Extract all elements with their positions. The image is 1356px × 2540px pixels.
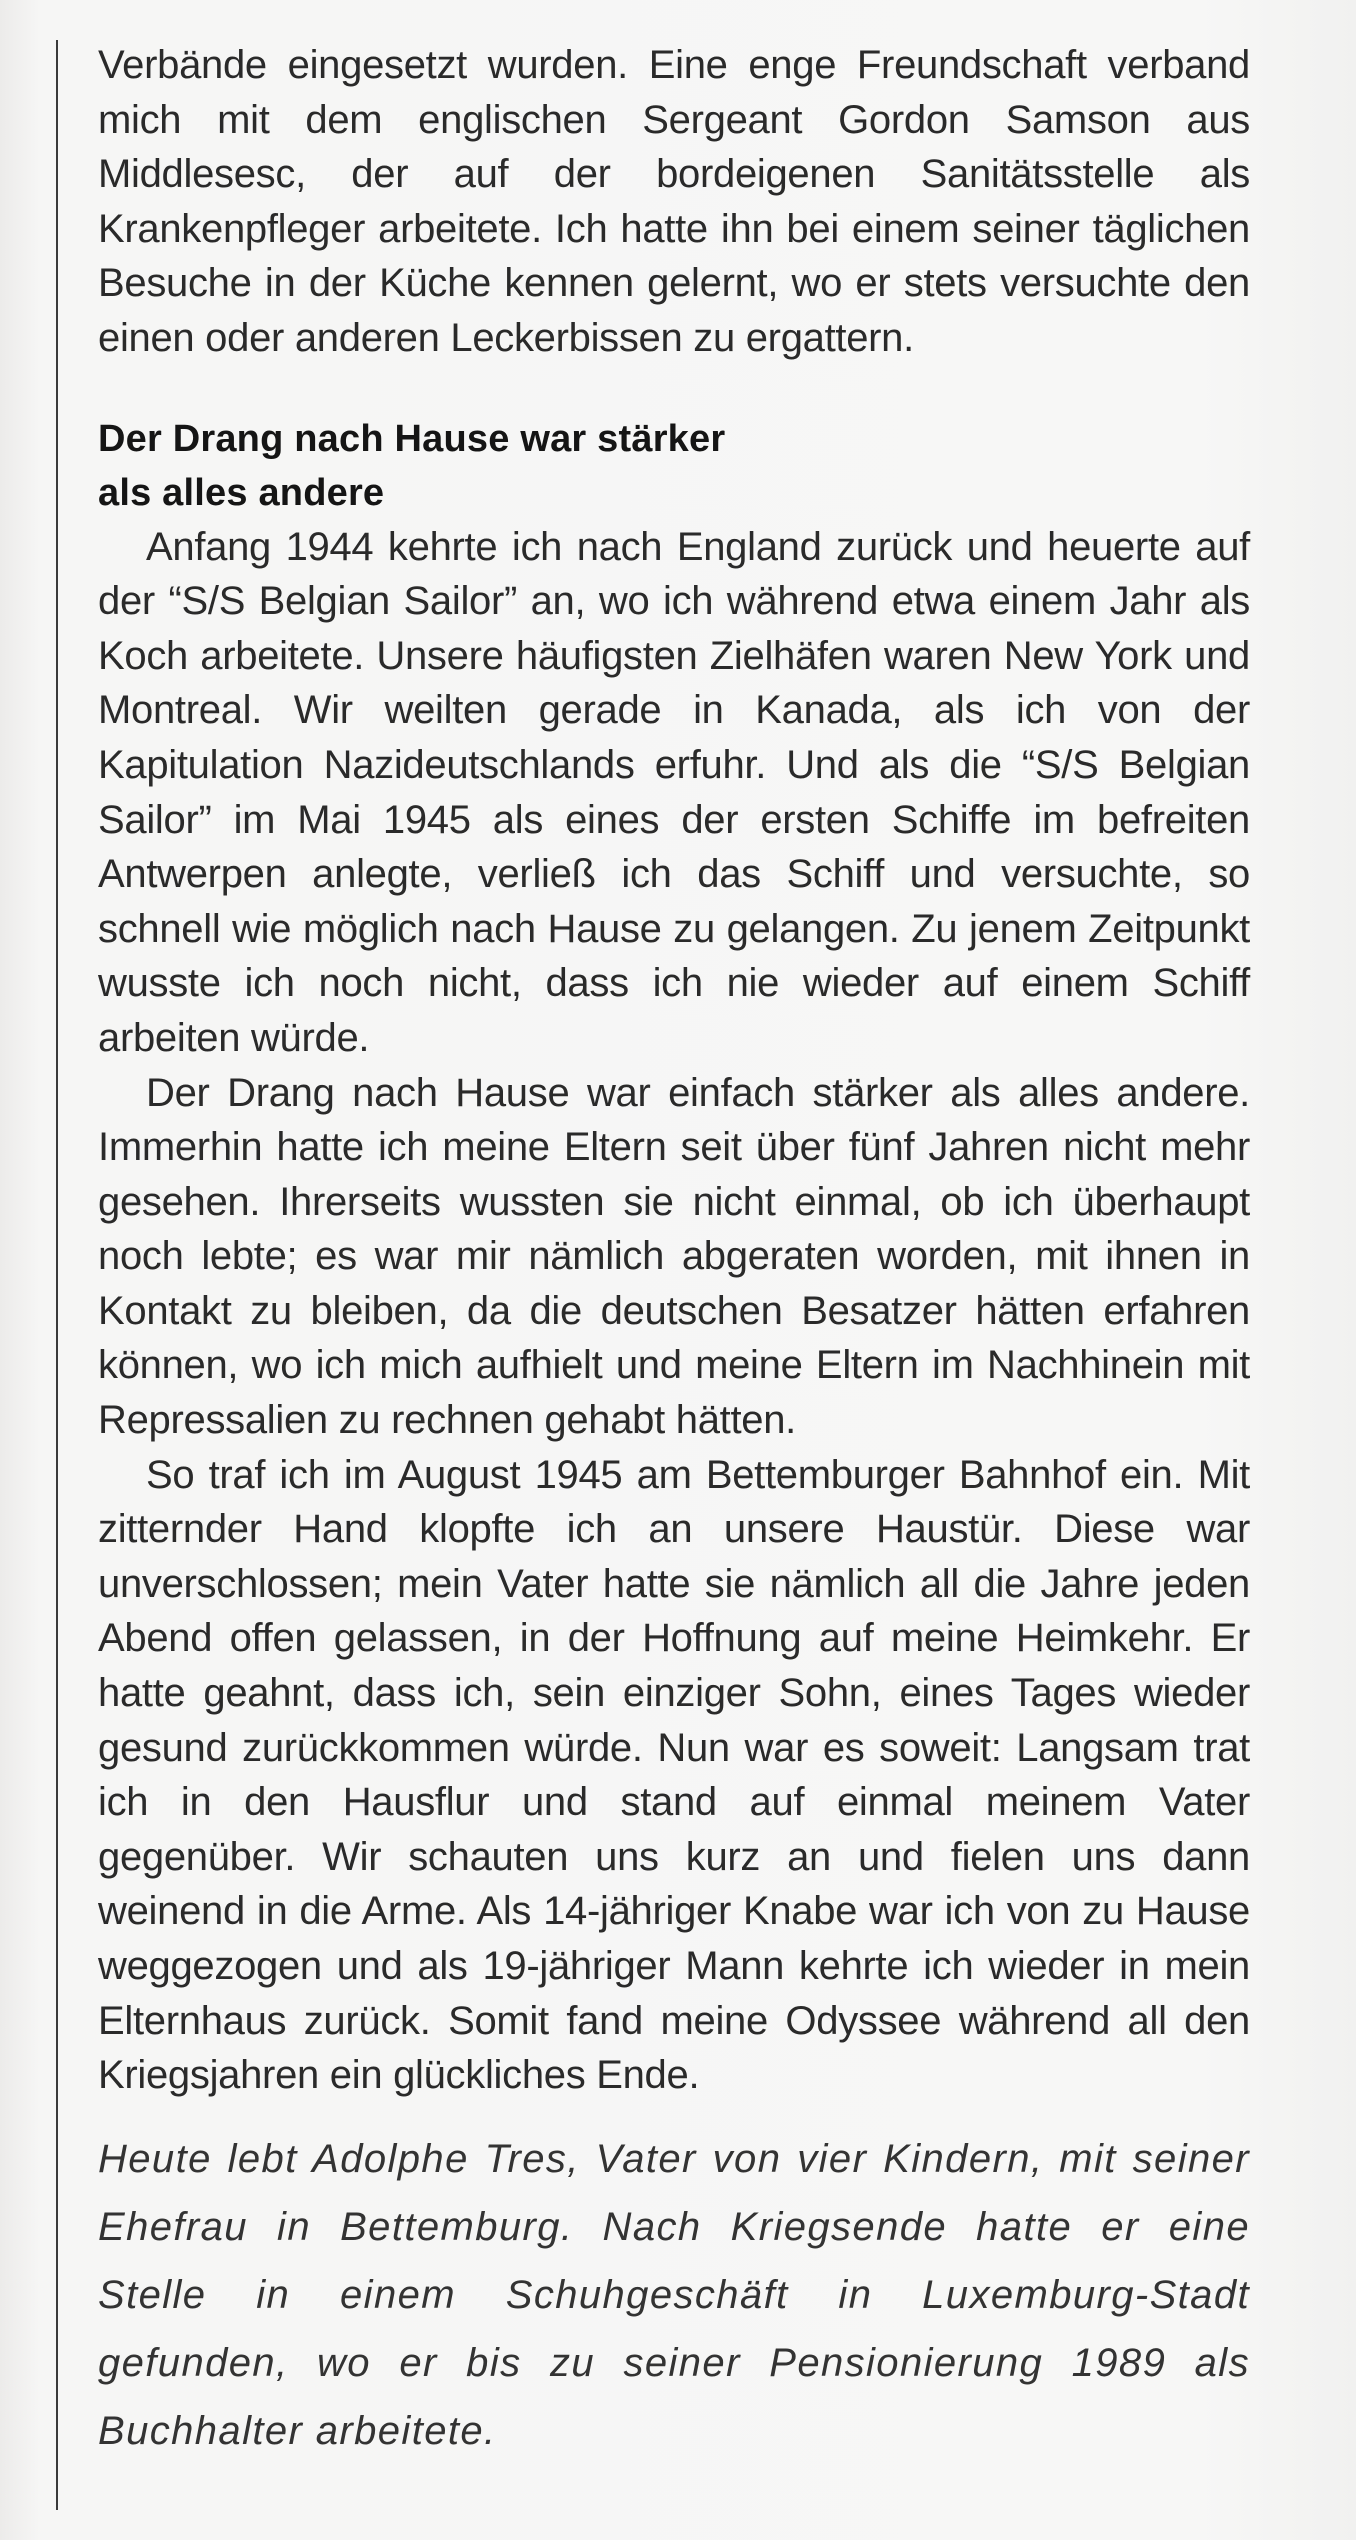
- intro-paragraph: Verbände eingesetzt wurden. Eine enge Freundschaft verband mich mit dem englischen Sergeant Gordon Samson aus Middlesesc, der auf der bordeigenen Sanitätsstelle als Krankenpfleger arbeitete. Ich hatte ihn bei einem seiner täglichen Besuche in der Küche kennen gelernt, wo er stets versuchte den einen oder anderen Leckerbissen zu ergattern.: [98, 43, 1250, 360]
- body-paragraph-1: Anfang 1944 kehrte ich nach England zurück und heuerte auf der “S/S Belgian Sailor” an, wo ich während etwa einem Jahr als Koch arbeitete. Unsere häufigsten Zielhäfen waren New York und Montreal. Wir weilten gerade in Kanada, als ich von der Kapitulation Nazideutschlands erfuhr. Und als die “S/S Belgian Sailor” im Mai 1945 als eines der ersten Schiffe im befreiten Antwerpen anlegte, verließ ich das Schiff und versuchte, so schnell wie möglich nach Hause zu gelangen. Zu jenem Zeitpunkt wusste ich noch nicht, dass ich nie wieder auf einem Schiff arbeiten würde.: [98, 524, 1250, 1060]
- section-heading-line1: Der Drang nach Hause war stärker: [98, 417, 726, 460]
- article-body: [98, 38, 1250, 2465]
- epilogue-paragraph: Heute lebt Adolphe Tres, Vater von vier Kindern, mit seiner Ehefrau in Bettemburg. Nach Kriegsende hatte er eine Stelle in einem Schuhgeschäft in Luxemburg-Stadt gefunden, wo er bis zu seiner Pensionierung 1989 als Buchhalter arbeitete.: [98, 2136, 1250, 2453]
- body-paragraph-2: Der Drang nach Hause war einfach stärker als alles andere. Immerhin hatte ich meine Eltern seit über fünf Jahren nicht mehr gesehen. Ihrerseits wussten sie nicht einmal, ob ich überhaupt noch lebte; es war mir nämlich abgeraten worden, mit ihnen in Kontakt zu bleiben, da die deutschen Besatzer hätten erfahren können, wo ich mich aufhielt und meine Eltern im Nachhinein mit Repressalien zu rechnen gehabt hätten.: [98, 1070, 1250, 1443]
- section-heading-line2: als alles andere: [98, 471, 385, 514]
- margin-rule: [56, 40, 58, 2510]
- body-paragraph-3: So traf ich im August 1945 am Bettemburger Bahnhof ein. Mit zitternder Hand klopfte ich an unsere Haustür. Diese war unverschlossen; mein Vater hatte sie nämlich all die Jahre jeden Abend offen gelassen, in der Hoffnung auf meine Heimkehr. Er hatte geahnt, dass ich, sein einziger Sohn, eines Tages wieder gesund zurückkommen würde. Nun war es soweit: Langsam trat ich in den Hausflur und stand auf einmal meinem Vater gegenüber. Wir schauten uns kurz an und fielen uns dann weinend in die Arme. Als 14-jähriger Knabe war ich von zu Hause weggezogen und als 19-jähriger Mann kehrte ich wieder in mein Elternhaus zurück. Somit fand meine Odyssee während all den Kriegsjahren ein glückliches Ende.: [98, 1452, 1250, 2098]
- section-heading: [98, 412, 1250, 520]
